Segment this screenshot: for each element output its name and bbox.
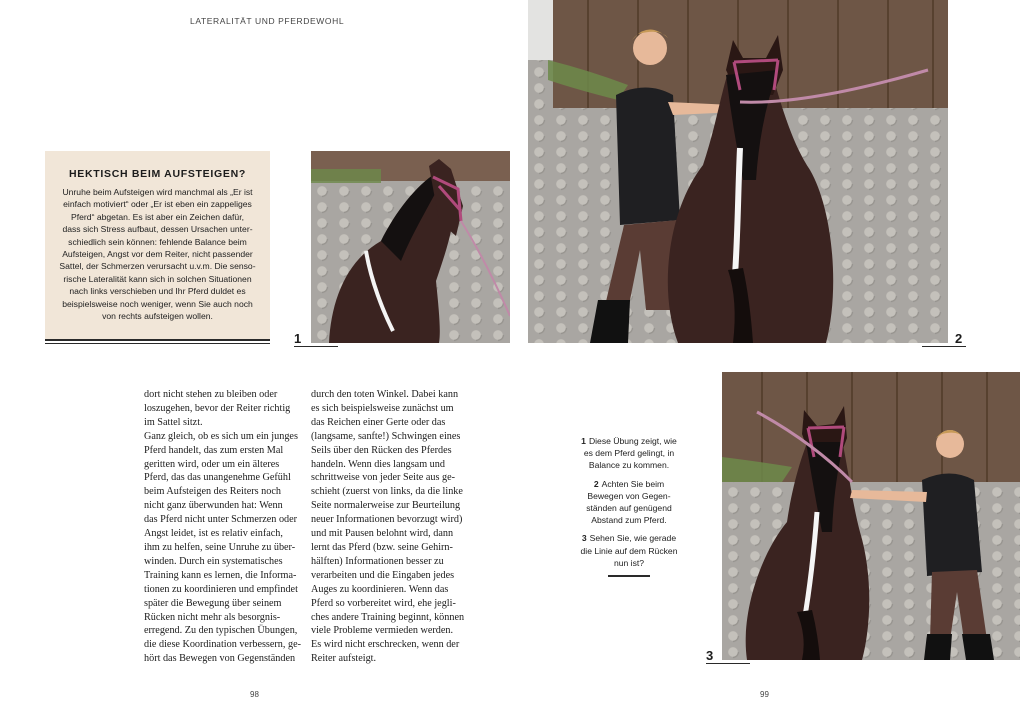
sidebar-rule [45,339,270,341]
caption-3: 3 Sehen Sie, wie gerade die Linie auf dem Rücken nun ist? [580,533,678,568]
sidebar-box [45,151,270,340]
horse-rear-view-illustration [311,151,510,343]
photo-1 [311,151,510,343]
figure-number-2: 2 [955,331,963,346]
body-text-column-right: durch den toten Winkel. Dabei kann es sich beispielsweise zunächst um das Reichen einer Gerte oder das (langsame, sanfte!) Schwingen eines Seils über den Rücken des Pferdes handeln. Wenn dies langsam und schrittweise von jeder Seite aus ge- schieht (zuerst von links, da die linke Seite normalerweise zur Beurteilung neuer Informationen bevorzugt wird) und mit Pausen belohnt wird, dann lernt das Pferd (bzw. seine Gehirn- hälften) Informationen besser zu verarbeiten und die Eingaben jedes Auges zu koordinieren. Wenn das Pferd so vorbereitet wird, ehe jegli- ches andere Training beginnt, können viele Probleme vermieden werden. Es wird nicht erschrecken, wenn der Reiter aufsteigt. [311,389,465,665]
figure-number-1: 1 [294,331,302,346]
figure-2-rule [922,346,966,347]
running-head: LATERALITÄT UND PFERDEWOHL [190,16,345,26]
caption-1: 1 Diese Übung zeigt, wie es dem Pferd gelingt, in Balance zu kommen. [581,436,677,471]
photo-3 [722,372,1020,660]
caption-2: 2 Achten Sie beim Bewegen von Gegenständen auf genügend Abstand zum Pferd. [586,478,672,526]
figure-captions [577,435,681,577]
figure-3-rule [706,663,750,664]
figure-number-3: 3 [706,648,714,663]
rider-and-horse-illustration [528,0,948,343]
captions-rule [608,575,650,577]
sidebar-body: Unruhe beim Aufsteigen wird manchmal als „Er ist einfach motiviert“ oder „Er ist eben ein zappeliges Pferd“ abgetan. Es ist aber ein Zeichen dafür, dass sich Stress aufbaut, dessen Ursachen unter- schiedlich sein können: fehlende Balance beim Aufsteigen, Angst vor dem Reiter, nicht passender Sattel, der Schmerzen verursacht u.v.m. Die senso- rische Lateralität kann sich in solchen Situationen nach links verschieben und Ihr Pferd duldet es beispielsweise noch weniger, wenn Sie auch noch von rechts aufsteigen wollen. [59,187,256,322]
photo-2 [528,0,948,343]
page-number-right: 99 [760,690,769,699]
sidebar-rule-thin [45,343,270,344]
sidebar-title: HEKTISCH BEIM AUFSTEIGEN? [69,168,246,180]
figure-1-rule [294,346,338,347]
horse-and-handler-illustration [722,372,1020,660]
page-number-left: 98 [250,690,259,699]
body-text-column-left: dort nicht stehen zu bleiben oder loszugehen, bevor der Reiter richtig im Sattel sitzt. Ganz gleich, ob es sich um ein junges Pferd handelt, das zum ersten Mal geritten wird, oder um ein älteres Pferd, das das unangenehme Gefühl beim Aufsteigen des Reiters noch nicht ganz überwunden hat: Wenn das Pferd nicht unter Schmerzen oder Angst leidet, ist es relativ einfach, ihm zu helfen, seine Unruhe zu über- winden. Durch ein systematisches Training kann es lernen, die Informa- tionen zu koordinieren und empfindet später die Bewegung über seinem Rücken nicht mehr als besorgnis- erregend. Zu den typischen Übungen, die diese Koordination verbessern, ge- hört das Bewegen von Gegenständen [144,389,302,665]
